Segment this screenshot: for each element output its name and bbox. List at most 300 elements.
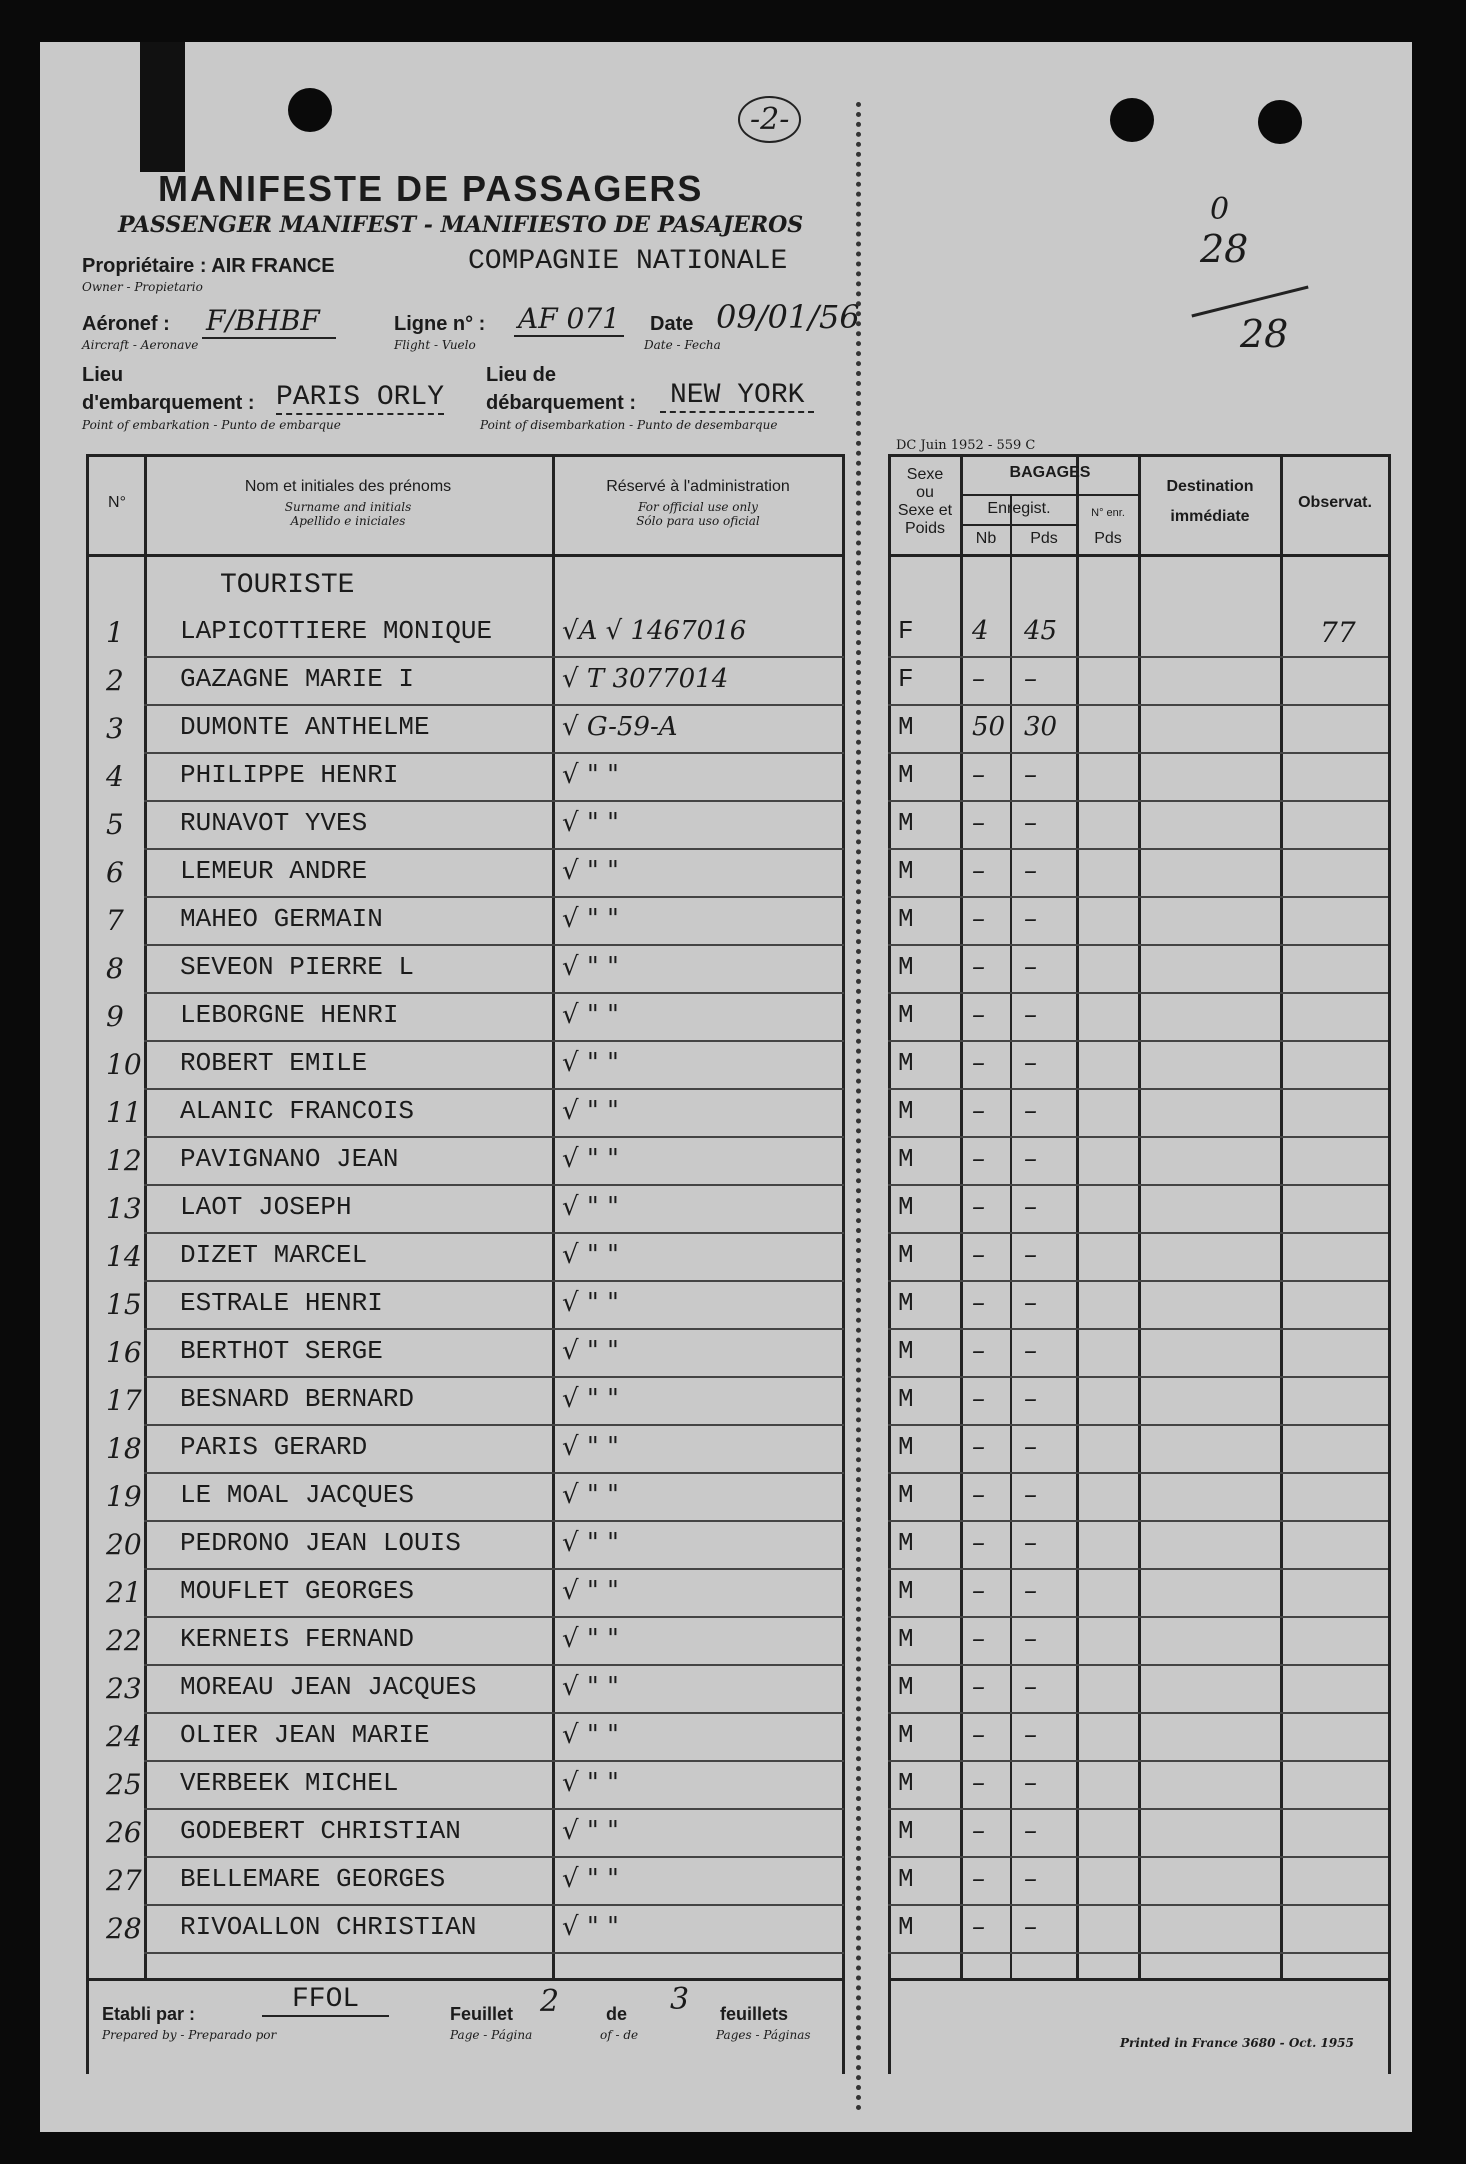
manifest-title: MANIFESTE DE PASSAGERS xyxy=(158,168,704,209)
row-rule xyxy=(888,1808,1388,1810)
row-number: 28 xyxy=(106,1912,142,1945)
form-code: DC Juin 1952 - 559 C xyxy=(896,438,1036,453)
owner-value: COMPAGNIE NATIONALE xyxy=(468,246,788,277)
row-rule xyxy=(144,704,844,706)
admin-mark: √ " " xyxy=(562,1384,620,1414)
bag-count: – xyxy=(972,1528,985,1558)
bag-weight: – xyxy=(1024,1096,1037,1126)
owner-label: Propriétaire : AIR FRANCE xyxy=(82,255,335,277)
bag-weight: – xyxy=(1024,1480,1037,1510)
row-rule xyxy=(888,944,1388,946)
row-rule xyxy=(888,896,1388,898)
admin-mark: √ " " xyxy=(562,1144,620,1174)
passenger-name: MOREAU JEAN JACQUES xyxy=(180,1672,477,1702)
row-number: 25 xyxy=(106,1768,142,1801)
prepared-sub: Prepared by - Preparado por xyxy=(102,2028,277,2042)
row-rule xyxy=(888,1280,1388,1282)
admin-mark: √A √ 1467016 xyxy=(562,616,747,646)
prepared-label: Etabli par : xyxy=(102,2004,196,2024)
row-rule xyxy=(888,1568,1388,1570)
passenger-name: PAVIGNANO JEAN xyxy=(180,1144,399,1174)
col-divider xyxy=(144,454,147,1980)
bag-weight: – xyxy=(1024,1912,1037,1942)
embark-label-2: d'embarquement : xyxy=(82,392,255,414)
disembark-sub: Point of disembarkation - Punto de desembarque xyxy=(480,418,778,432)
bag-weight: – xyxy=(1024,1864,1037,1894)
row-number: 1 xyxy=(106,616,124,649)
admin-mark: √ " " xyxy=(562,1864,620,1894)
row-rule xyxy=(144,1808,844,1810)
col-header-admin-sub-1: For official use only xyxy=(638,500,758,514)
admin-mark: √ " " xyxy=(562,1816,620,1846)
sex-value: M xyxy=(898,1720,914,1750)
passenger-name: LEMEUR ANDRE xyxy=(180,856,368,886)
bag-weight: – xyxy=(1024,1720,1037,1750)
row-number: 27 xyxy=(106,1864,142,1897)
row-rule xyxy=(888,800,1388,802)
col-header-non-enr-pds: Pds xyxy=(1094,530,1122,547)
sex-value: M xyxy=(898,808,914,838)
row-rule xyxy=(888,1952,1388,1954)
bag-weight: – xyxy=(1024,1432,1037,1462)
disembark-label-2: débarquement : xyxy=(486,392,637,414)
passenger-name: GODEBERT CHRISTIAN xyxy=(180,1816,461,1846)
row-rule xyxy=(144,1568,844,1570)
sheet-label: Feuillet xyxy=(450,2004,514,2024)
admin-mark: √ " " xyxy=(562,1480,620,1510)
row-number: 6 xyxy=(106,856,124,889)
row-rule xyxy=(888,1088,1388,1090)
bag-count: – xyxy=(972,1816,985,1846)
bag-count: – xyxy=(972,1720,985,1750)
admin-mark: √ " " xyxy=(562,1288,620,1318)
passenger-table xyxy=(40,42,1412,2132)
passenger-name: ROBERT EMILE xyxy=(180,1048,368,1078)
admin-mark: √ " " xyxy=(562,1432,620,1462)
col-divider xyxy=(842,454,845,2074)
sex-value: M xyxy=(898,1288,914,1318)
row-rule xyxy=(888,992,1388,994)
row-number: 26 xyxy=(106,1816,142,1849)
admin-mark: √ G-59-A xyxy=(562,712,678,742)
row-rule xyxy=(888,752,1388,754)
col-divider xyxy=(552,454,555,1980)
admin-mark: √ " " xyxy=(562,1096,620,1126)
sex-value: F xyxy=(898,664,914,694)
admin-mark: √ " " xyxy=(562,952,620,982)
row-rule xyxy=(144,848,844,850)
admin-mark: √ " " xyxy=(562,1528,620,1558)
row-number: 23 xyxy=(106,1672,142,1705)
col-header-bagages: BAGAGES xyxy=(1009,464,1091,481)
row-rule xyxy=(144,944,844,946)
sex-value: M xyxy=(898,1672,914,1702)
col-header-admin: Réservé à l'administration xyxy=(606,478,790,495)
row-rule xyxy=(144,1040,844,1042)
bag-count: – xyxy=(972,1432,985,1462)
row-rule xyxy=(144,1136,844,1138)
bag-weight: – xyxy=(1024,1288,1037,1318)
row-rule xyxy=(888,1616,1388,1618)
section-label: TOURISTE xyxy=(220,570,355,601)
col-header-sex-2: ou xyxy=(916,484,934,501)
bag-weight: – xyxy=(1024,952,1037,982)
bag-weight: – xyxy=(1024,1768,1037,1798)
col-header-name-sub-1: Surname and initials xyxy=(284,500,412,514)
bag-count: – xyxy=(972,1864,985,1894)
sex-value: M xyxy=(898,1624,914,1654)
passenger-name: PEDRONO JEAN LOUIS xyxy=(180,1528,461,1558)
row-rule xyxy=(888,1232,1388,1234)
col-divider xyxy=(86,454,89,2074)
row-rule xyxy=(144,1280,844,1282)
embark-value: PARIS ORLY xyxy=(276,382,445,413)
bag-count: – xyxy=(972,1912,985,1942)
passenger-name: BERTHOT SERGE xyxy=(180,1336,383,1366)
row-rule xyxy=(144,656,844,658)
sex-value: M xyxy=(898,856,914,886)
page-mark: -2- xyxy=(738,96,801,143)
corner-note-1: 0 xyxy=(1210,192,1230,227)
passenger-name: BELLEMARE GEORGES xyxy=(180,1864,446,1894)
printer-note: Printed in France 3680 - Oct. 1955 xyxy=(1120,2036,1354,2050)
sex-value: M xyxy=(898,1000,914,1030)
row-number: 2 xyxy=(106,664,124,697)
admin-mark: √ " " xyxy=(562,1336,620,1366)
sex-value: M xyxy=(898,760,914,790)
aircraft-value: F/BHBF xyxy=(202,304,336,339)
row-number: 12 xyxy=(106,1144,142,1177)
passenger-name: OLIER JEAN MARIE xyxy=(180,1720,430,1750)
table-top-left xyxy=(86,454,844,457)
row-rule xyxy=(888,848,1388,850)
passenger-name: DUMONTE ANTHELME xyxy=(180,712,430,742)
col-divider xyxy=(1280,454,1283,1980)
bag-count: – xyxy=(972,1048,985,1078)
row-number: 5 xyxy=(106,808,124,841)
row-rule xyxy=(144,1088,844,1090)
passenger-name: MAHEO GERMAIN xyxy=(180,904,383,934)
col-divider xyxy=(960,454,963,1980)
sex-value: M xyxy=(898,1432,914,1462)
date-label: Date xyxy=(650,313,694,335)
row-number: 21 xyxy=(106,1576,142,1609)
bag-weight: – xyxy=(1024,1624,1037,1654)
passenger-name: BESNARD BERNARD xyxy=(180,1384,415,1414)
line-value: AF 071 xyxy=(514,302,624,337)
of-sub: of - de xyxy=(600,2028,639,2042)
row-rule xyxy=(888,1328,1388,1330)
row-rule xyxy=(144,1376,844,1378)
sex-value: F xyxy=(898,616,914,646)
passenger-name: RIVOALLON CHRISTIAN xyxy=(180,1912,477,1942)
disembark-value: NEW YORK xyxy=(660,380,814,413)
bag-count: – xyxy=(972,1192,985,1222)
row-rule xyxy=(888,1712,1388,1714)
bag-weight: – xyxy=(1024,1192,1037,1222)
bag-count: – xyxy=(972,952,985,982)
sex-value: M xyxy=(898,1240,914,1270)
bag-count: – xyxy=(972,1768,985,1798)
row-rule xyxy=(888,1520,1388,1522)
col-header-sex-3: Sexe et xyxy=(897,502,953,519)
row-rule xyxy=(888,1856,1388,1858)
bag-count: – xyxy=(972,1000,985,1030)
of-label: de xyxy=(606,2004,628,2024)
sex-value: M xyxy=(898,1336,914,1366)
row-number: 20 xyxy=(106,1528,142,1561)
row-number: 16 xyxy=(106,1336,142,1369)
row-number: 11 xyxy=(106,1096,142,1129)
admin-mark: √ " " xyxy=(562,1240,620,1270)
sex-value: M xyxy=(898,1192,914,1222)
passenger-name: LE MOAL JACQUES xyxy=(180,1480,415,1510)
sex-value: M xyxy=(898,952,914,982)
sex-value: M xyxy=(898,1576,914,1606)
row-rule xyxy=(888,1376,1388,1378)
row-rule xyxy=(144,1232,844,1234)
disembark-label-1: Lieu de xyxy=(486,364,557,386)
row-number: 22 xyxy=(106,1624,142,1657)
enregist-rule xyxy=(960,524,1076,526)
passenger-name: PARIS GERARD xyxy=(180,1432,368,1462)
admin-mark: √ " " xyxy=(562,1624,620,1654)
col-header-name-sub-2: Apellido e iniciales xyxy=(290,514,406,528)
col-divider xyxy=(1076,454,1079,1980)
col-divider xyxy=(1388,454,1391,2074)
row-number: 10 xyxy=(106,1048,142,1081)
row-number: 24 xyxy=(106,1720,142,1753)
row-rule xyxy=(144,1856,844,1858)
row-number: 13 xyxy=(106,1192,142,1225)
embark-sub: Point of embarkation - Punto de embarque xyxy=(82,418,341,432)
row-rule xyxy=(144,1712,844,1714)
corner-note-2: 28 xyxy=(1200,227,1249,271)
bag-count: 50 xyxy=(972,712,1006,742)
passenger-name: PHILIPPE HENRI xyxy=(180,760,399,790)
admin-mark: √ T 3077014 xyxy=(562,664,729,694)
bag-weight: – xyxy=(1024,1384,1037,1414)
admin-mark: √ " " xyxy=(562,808,620,838)
row-number: 18 xyxy=(106,1432,142,1465)
header-bottom-left xyxy=(86,554,844,557)
row-rule xyxy=(144,992,844,994)
row-rule xyxy=(144,1952,844,1954)
bag-count: – xyxy=(972,1240,985,1270)
embark-label-1: Lieu xyxy=(82,364,124,386)
bag-weight: – xyxy=(1024,1336,1037,1366)
owner-sub: Owner - Propietario xyxy=(82,280,203,294)
bag-weight: – xyxy=(1024,760,1037,790)
col-header-nb: Nb xyxy=(975,530,997,547)
bag-weight: – xyxy=(1024,856,1037,886)
col-header-enregist: Enregist. xyxy=(987,500,1051,517)
bag-weight: – xyxy=(1024,1000,1037,1030)
sex-value: M xyxy=(898,1384,914,1414)
row-rule xyxy=(888,1760,1388,1762)
admin-mark: √ " " xyxy=(562,1912,620,1942)
row-number: 7 xyxy=(106,904,124,937)
row-rule xyxy=(888,704,1388,706)
admin-mark: √ " " xyxy=(562,1672,620,1702)
row-rule xyxy=(144,800,844,802)
admin-mark: √ " " xyxy=(562,1192,620,1222)
bag-count: – xyxy=(972,856,985,886)
pages-sub: Pages - Páginas xyxy=(716,2028,811,2042)
row-number: 15 xyxy=(106,1288,142,1321)
row-rule xyxy=(888,1904,1388,1906)
row-rule xyxy=(144,1904,844,1906)
col-divider xyxy=(1010,494,1012,1980)
corner-note-3: 28 xyxy=(1240,312,1289,356)
bag-weight: – xyxy=(1024,1048,1037,1078)
col-header-destination-2: immédiate xyxy=(1170,508,1250,525)
passenger-name: ESTRALE HENRI xyxy=(180,1288,383,1318)
admin-mark: √ " " xyxy=(562,1720,620,1750)
sex-value: M xyxy=(898,1096,914,1126)
sheet-value: 2 xyxy=(540,1984,560,2019)
row-rule xyxy=(888,1040,1388,1042)
line-sub: Flight - Vuelo xyxy=(394,338,476,352)
row-rule xyxy=(144,1424,844,1426)
row-number: 4 xyxy=(106,760,124,793)
row-rule xyxy=(144,1328,844,1330)
passenger-name: LAPICOTTIERE MONIQUE xyxy=(180,616,493,646)
passenger-name: KERNEIS FERNAND xyxy=(180,1624,415,1654)
of-value: 3 xyxy=(670,1982,690,2017)
sex-value: M xyxy=(898,1912,914,1942)
bag-count: – xyxy=(972,1096,985,1126)
bag-count: – xyxy=(972,808,985,838)
row-rule xyxy=(888,656,1388,658)
bag-weight: – xyxy=(1024,1144,1037,1174)
sex-value: M xyxy=(898,1144,914,1174)
prepared-value: FFOL xyxy=(262,1984,389,2017)
col-header-admin-sub-2: Sólo para uso oficial xyxy=(636,514,760,528)
bag-count: – xyxy=(972,1288,985,1318)
bag-count: – xyxy=(972,1576,985,1606)
row-rule xyxy=(144,1664,844,1666)
passenger-name: RUNAVOT YVES xyxy=(180,808,368,838)
passenger-name: LAOT JOSEPH xyxy=(180,1192,352,1222)
bag-weight: – xyxy=(1024,904,1037,934)
row-rule xyxy=(144,1520,844,1522)
bag-count: – xyxy=(972,904,985,934)
sex-value: M xyxy=(898,1768,914,1798)
sex-value: M xyxy=(898,904,914,934)
bag-weight: 45 xyxy=(1024,616,1058,646)
admin-mark: √ " " xyxy=(562,1000,620,1030)
sex-value: M xyxy=(898,1864,914,1894)
admin-mark: √ " " xyxy=(562,760,620,790)
sheets-label: feuillets xyxy=(720,2004,789,2024)
col-header-name: Nom et initiales des prénoms xyxy=(244,478,452,495)
row-rule xyxy=(144,1184,844,1186)
observation: 77 xyxy=(1320,616,1356,649)
passenger-name: GAZAGNE MARIE I xyxy=(180,664,415,694)
sex-value: M xyxy=(898,1528,914,1558)
bag-weight: – xyxy=(1024,1672,1037,1702)
bag-count: – xyxy=(972,1480,985,1510)
passenger-name: DIZET MARCEL xyxy=(180,1240,368,1270)
row-number: 19 xyxy=(106,1480,142,1513)
row-rule xyxy=(144,1472,844,1474)
col-header-sex-4: Poids xyxy=(904,520,946,537)
bag-count: – xyxy=(972,1624,985,1654)
row-rule xyxy=(144,1760,844,1762)
aircraft-sub: Aircraft - Aeronave xyxy=(82,338,199,352)
row-number: 14 xyxy=(106,1240,142,1273)
passenger-name: ALANIC FRANCOIS xyxy=(180,1096,415,1126)
aircraft-label: Aéronef : xyxy=(82,313,170,335)
bag-count: – xyxy=(972,1672,985,1702)
row-rule xyxy=(888,1136,1388,1138)
manifest-sheet xyxy=(40,42,1412,2132)
col-divider xyxy=(888,454,891,2074)
row-rule xyxy=(888,1424,1388,1426)
col-divider xyxy=(1138,454,1141,1980)
bag-count: – xyxy=(972,1384,985,1414)
bagages-rule xyxy=(960,494,1138,496)
admin-mark: √ " " xyxy=(562,1576,620,1606)
passenger-name: VERBEEK MICHEL xyxy=(180,1768,399,1798)
row-rule xyxy=(144,1616,844,1618)
sex-value: M xyxy=(898,712,914,742)
row-number: 17 xyxy=(106,1384,142,1417)
line-label: Ligne n° : xyxy=(394,313,486,335)
admin-mark: √ " " xyxy=(562,1768,620,1798)
bag-weight: – xyxy=(1024,1576,1037,1606)
row-number: 9 xyxy=(106,1000,124,1033)
row-rule xyxy=(144,752,844,754)
admin-mark: √ " " xyxy=(562,856,620,886)
row-number: 3 xyxy=(106,712,124,745)
page-sub: Page - Página xyxy=(450,2028,533,2042)
row-rule xyxy=(888,1664,1388,1666)
bag-count: 4 xyxy=(972,616,989,646)
admin-mark: √ " " xyxy=(562,904,620,934)
sex-value: M xyxy=(898,1048,914,1078)
bag-count: – xyxy=(972,1336,985,1366)
bag-weight: 30 xyxy=(1024,712,1058,742)
bag-weight: – xyxy=(1024,664,1037,694)
bag-count: – xyxy=(972,760,985,790)
date-sub: Date - Fecha xyxy=(644,338,721,352)
row-number: 8 xyxy=(106,952,124,985)
row-rule xyxy=(888,1184,1388,1186)
row-rule xyxy=(144,896,844,898)
passenger-name: MOUFLET GEORGES xyxy=(180,1576,415,1606)
col-header-observ: Observat. xyxy=(1298,494,1372,511)
sex-value: M xyxy=(898,1480,914,1510)
bag-weight: – xyxy=(1024,1816,1037,1846)
row-rule xyxy=(888,1472,1388,1474)
col-header-sex-1: Sexe xyxy=(906,466,944,483)
table-bottom-left xyxy=(86,1978,844,1981)
col-header-non-enr: N° enr. xyxy=(1091,507,1125,519)
bag-weight: – xyxy=(1024,808,1037,838)
sex-value: M xyxy=(898,1816,914,1846)
bag-weight: – xyxy=(1024,1240,1037,1270)
date-value: 09/01/56 xyxy=(716,298,860,336)
admin-mark: √ " " xyxy=(562,1048,620,1078)
passenger-name: SEVEON PIERRE L xyxy=(180,952,415,982)
manifest-subtitle: PASSENGER MANIFEST - MANIFIESTO DE PASAJEROS xyxy=(118,212,804,238)
col-header-destination-1: Destination xyxy=(1166,478,1254,495)
bag-count: – xyxy=(972,664,985,694)
bag-count: – xyxy=(972,1144,985,1174)
passenger-name: LEBORGNE HENRI xyxy=(180,1000,399,1030)
